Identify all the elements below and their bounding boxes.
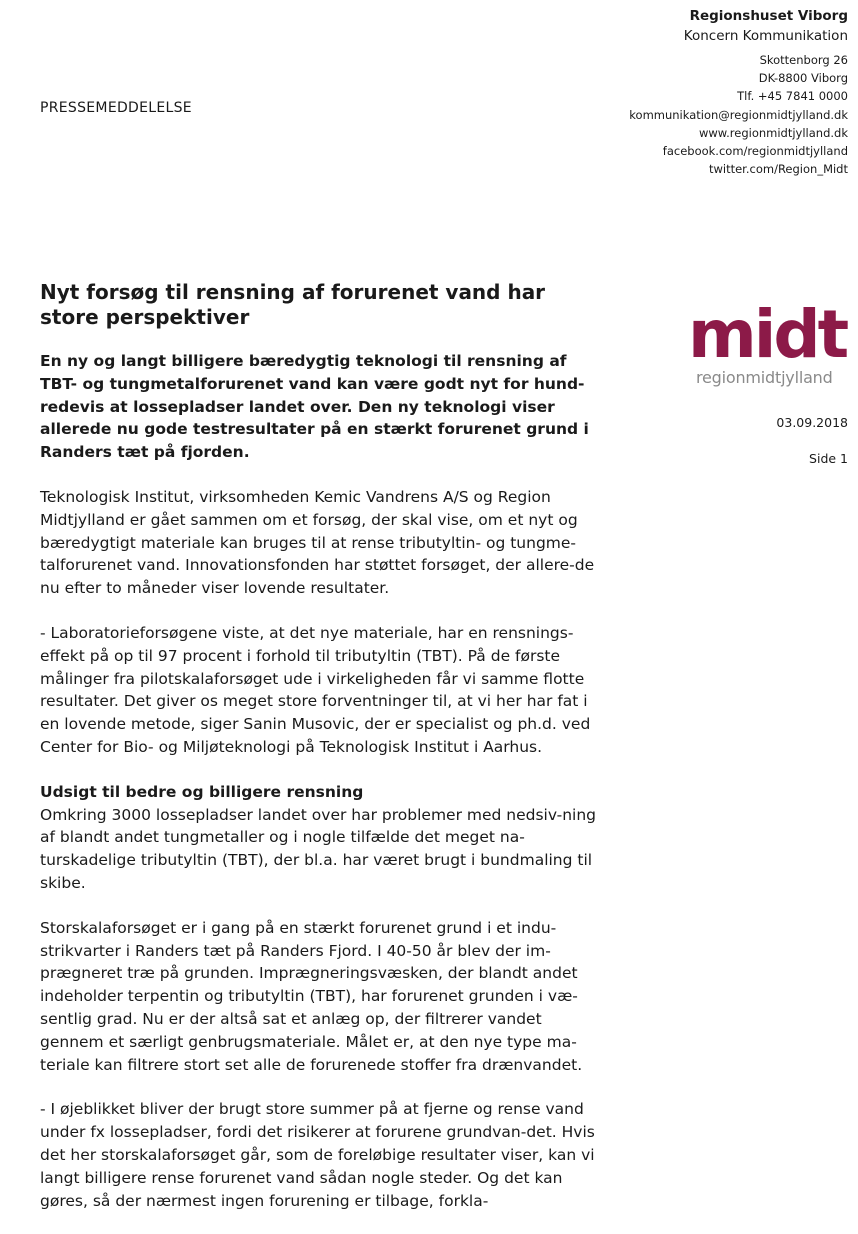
article-paragraph-3: Omkring 3000 lossepladser landet over har problemer med nedsiv-ning af blandt andet tungmetaller og i nogle tilfælde det meget na-turskadelige tributyltin (TBT), der bl.a. har været brugt i bundmaling til skibe.: [40, 805, 597, 892]
address-city: DK-8800 Viborg: [758, 71, 848, 86]
sender-block: [518, 6, 848, 46]
article-title: Nyt forsøg til rensning af forurenet vand har store perspektiver: [40, 280, 546, 329]
logo-subtitle: regionmidtjylland: [696, 368, 833, 387]
address-phone: Tlf. +45 7841 0000: [737, 89, 848, 104]
article-paragraph-5: - I øjeblikket bliver der brugt store summer på at fjerne og rense vand under fx lossepladser, fordi det risikerer at forurene grundvan-det. Hvis det her storskalaforsøget går, som de foreløbige resultater viser, kan vi langt billigere rense forurenet vand sådan nogle steder. Og det kan gøres, så der nærmest ingen forurening er tilbage, forkla-: [40, 1100, 595, 1210]
logo-word: midt: [688, 296, 847, 373]
address-street: Skottenborg 26: [759, 53, 848, 67]
page-number: Side 1: [809, 451, 848, 466]
region-midt-logo: [688, 296, 852, 390]
document-date: 03.09.2018: [776, 415, 848, 430]
article-paragraph-1: Teknologisk Institut, virksomheden Kemic Vandrens A/S og Region Midtjylland er gået sammen om et forsøg, der skal vise, om et nyt og bæredygtigt materiale kan bruges til at rense tributyltin- og tungme-talforurenet vand. Innovationsfonden har støttet forsøget, der allere-de nu efter to måneder viser lovende resultater.: [40, 487, 595, 598]
document-type-label: PRESSEMEDDELELSE: [40, 100, 192, 116]
article: [40, 280, 600, 1234]
sender-department: Koncern Kommunikation: [683, 28, 848, 44]
article-paragraph-2: - Laboratorieforsøgene viste, at det nye materiale, har en rensnings-effekt på op til 97 procent i forhold til tributyltin (TBT). På de første målinger fra pilotskalaforsøget ude i virkeligheden får vi samme flotte resultater. Det giver os meget store forventninger til, at vi her har fat i en lovende metode, siger Sanin Musovic, der er specialist og ph.d. ved Center for Bio- og Miljøteknologi på Teknologisk Institut i Aarhus.: [40, 623, 591, 756]
address-twitter: twitter.com/Region_Midt: [708, 162, 848, 177]
address-website: www.regionmidtjylland.dk: [698, 125, 848, 140]
address-email: kommunikation@regionmidtjylland.dk: [629, 107, 848, 122]
address-facebook: facebook.com/regionmidtjylland: [662, 144, 848, 159]
article-paragraph-4: Storskalaforsøget er i gang på en stærkt forurenet grund i et indu-strikvarter i Randers tæt på Randers Fjord. I 40-50 år blev der im-prægneret træ på grunden. Imprægneringsvæsken, der blandt andet indeholder terpentin og tributyltin (TBT), har forurenet grunden i væ-sentlig grad. Nu er der altså sat et anlæg op, der filtrerer vandet gennem et særligt genbrugsmateriale. Målet er, at den nye type ma-teriale kan filtrere stort set alle de forurenede stoffer fra drænvandet.: [40, 918, 583, 1074]
sender-organization: Regionshuset Viborg: [689, 8, 848, 24]
article-lead: En ny og langt billigere bæredygtig teknologi til rensning af TBT- og tungmetalforurenet vand kan være godt nyt for hund-redevis at lossepladser landet over. Den ny teknologi viser allerede nu gode testresultater på en stærkt forurenet grund i Randers tæt på fjorden.: [40, 352, 589, 462]
article-subheading: Udsigt til bedre og billigere rensning: [40, 782, 364, 801]
sender-address: [518, 51, 848, 178]
